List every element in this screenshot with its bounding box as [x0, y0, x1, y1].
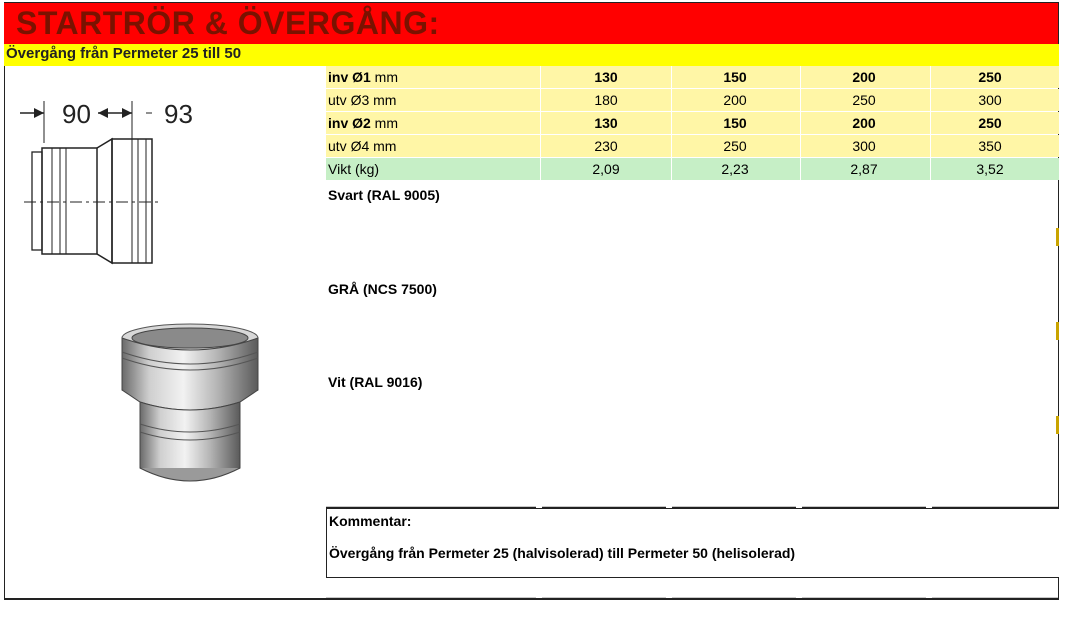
cell-separator [540, 112, 541, 134]
spec-row [326, 112, 1059, 134]
spec-cell: 200 [852, 115, 876, 131]
cell-separator [800, 112, 801, 134]
comment-title: Kommentar: [329, 513, 412, 529]
page-subtitle: Övergång från Permeter 25 till 50 [6, 45, 242, 62]
spec-cell: 180 [594, 92, 618, 108]
spec-row-label [328, 138, 396, 154]
cell-separator [930, 158, 931, 180]
dimension-93: 93 [164, 99, 193, 129]
cell-separator [671, 135, 672, 157]
spec-row-label-text: Vikt (kg) [328, 161, 380, 177]
spec-row-label-text: utv Ø4 mm [328, 138, 397, 154]
spec-cell: 130 [594, 69, 618, 85]
comment-top-border [326, 506, 1059, 509]
spec-cell: 250 [978, 115, 1002, 131]
spec-row [326, 135, 1059, 157]
spec-cell: 300 [852, 138, 876, 154]
spec-cell: 230 [594, 138, 618, 154]
spec-row-label [328, 92, 396, 108]
cell-separator [930, 66, 931, 88]
cell-separator [800, 89, 801, 111]
spec-row-label-text: utv Ø3 mm [328, 92, 397, 108]
spec-row-label-bold: inv Ø2 [328, 115, 371, 131]
cell-separator [671, 158, 672, 180]
cell-separator [540, 135, 541, 157]
spec-row-label-bold: inv Ø1 [328, 69, 371, 85]
spec-row [326, 66, 1059, 88]
cell-separator [800, 135, 801, 157]
cell-separator [671, 89, 672, 111]
page-title: STARTRÖR & ÖVERGÅNG: [16, 5, 440, 41]
spec-cell: 200 [852, 69, 876, 85]
spec-row-label [328, 115, 398, 131]
color-black-label: Svart (RAL 9005) [328, 187, 440, 203]
spec-cell: 2,23 [721, 161, 749, 177]
spec-cell: 250 [723, 138, 747, 154]
cell-separator [800, 158, 801, 180]
color-grey-label: GRÅ (NCS 7500) [328, 281, 437, 297]
spec-row [326, 158, 1059, 180]
cell-separator [800, 66, 801, 88]
spec-cell: 2,87 [850, 161, 878, 177]
spec-cell: 250 [978, 69, 1002, 85]
bottom-border [326, 597, 1059, 600]
spec-cell: 200 [723, 92, 747, 108]
spec-cell: 130 [594, 115, 618, 131]
cell-separator [671, 112, 672, 134]
spec-cell: 3,52 [976, 161, 1004, 177]
subtitle-bar [4, 44, 1059, 66]
comment-text: Övergång från Permeter 25 (halvisolerad) till Permeter 50 (helisolerad) [329, 545, 796, 561]
spec-cell: 150 [723, 69, 747, 85]
cell-separator [540, 89, 541, 111]
spec-row-label [328, 161, 379, 177]
comment-box [326, 508, 1059, 578]
cell-separator [540, 66, 541, 88]
spec-row-label-text: mm [370, 115, 399, 131]
title-bar [4, 2, 1059, 44]
spec-cell: 2,09 [592, 161, 620, 177]
spec-cell: 300 [978, 92, 1002, 108]
cell-separator [930, 135, 931, 157]
spec-cell: 150 [723, 115, 747, 131]
spec-row-label-text: mm [370, 69, 399, 85]
cell-separator [930, 112, 931, 134]
spec-cell: 250 [852, 92, 876, 108]
spec-row [326, 89, 1059, 111]
cell-separator [671, 66, 672, 88]
dimension-90: 90 [62, 99, 91, 129]
cell-separator [930, 89, 931, 111]
spec-row-label [328, 69, 398, 85]
color-white-label: Vit (RAL 9016) [328, 374, 423, 390]
cell-separator [540, 158, 541, 180]
spec-cell: 350 [978, 138, 1002, 154]
